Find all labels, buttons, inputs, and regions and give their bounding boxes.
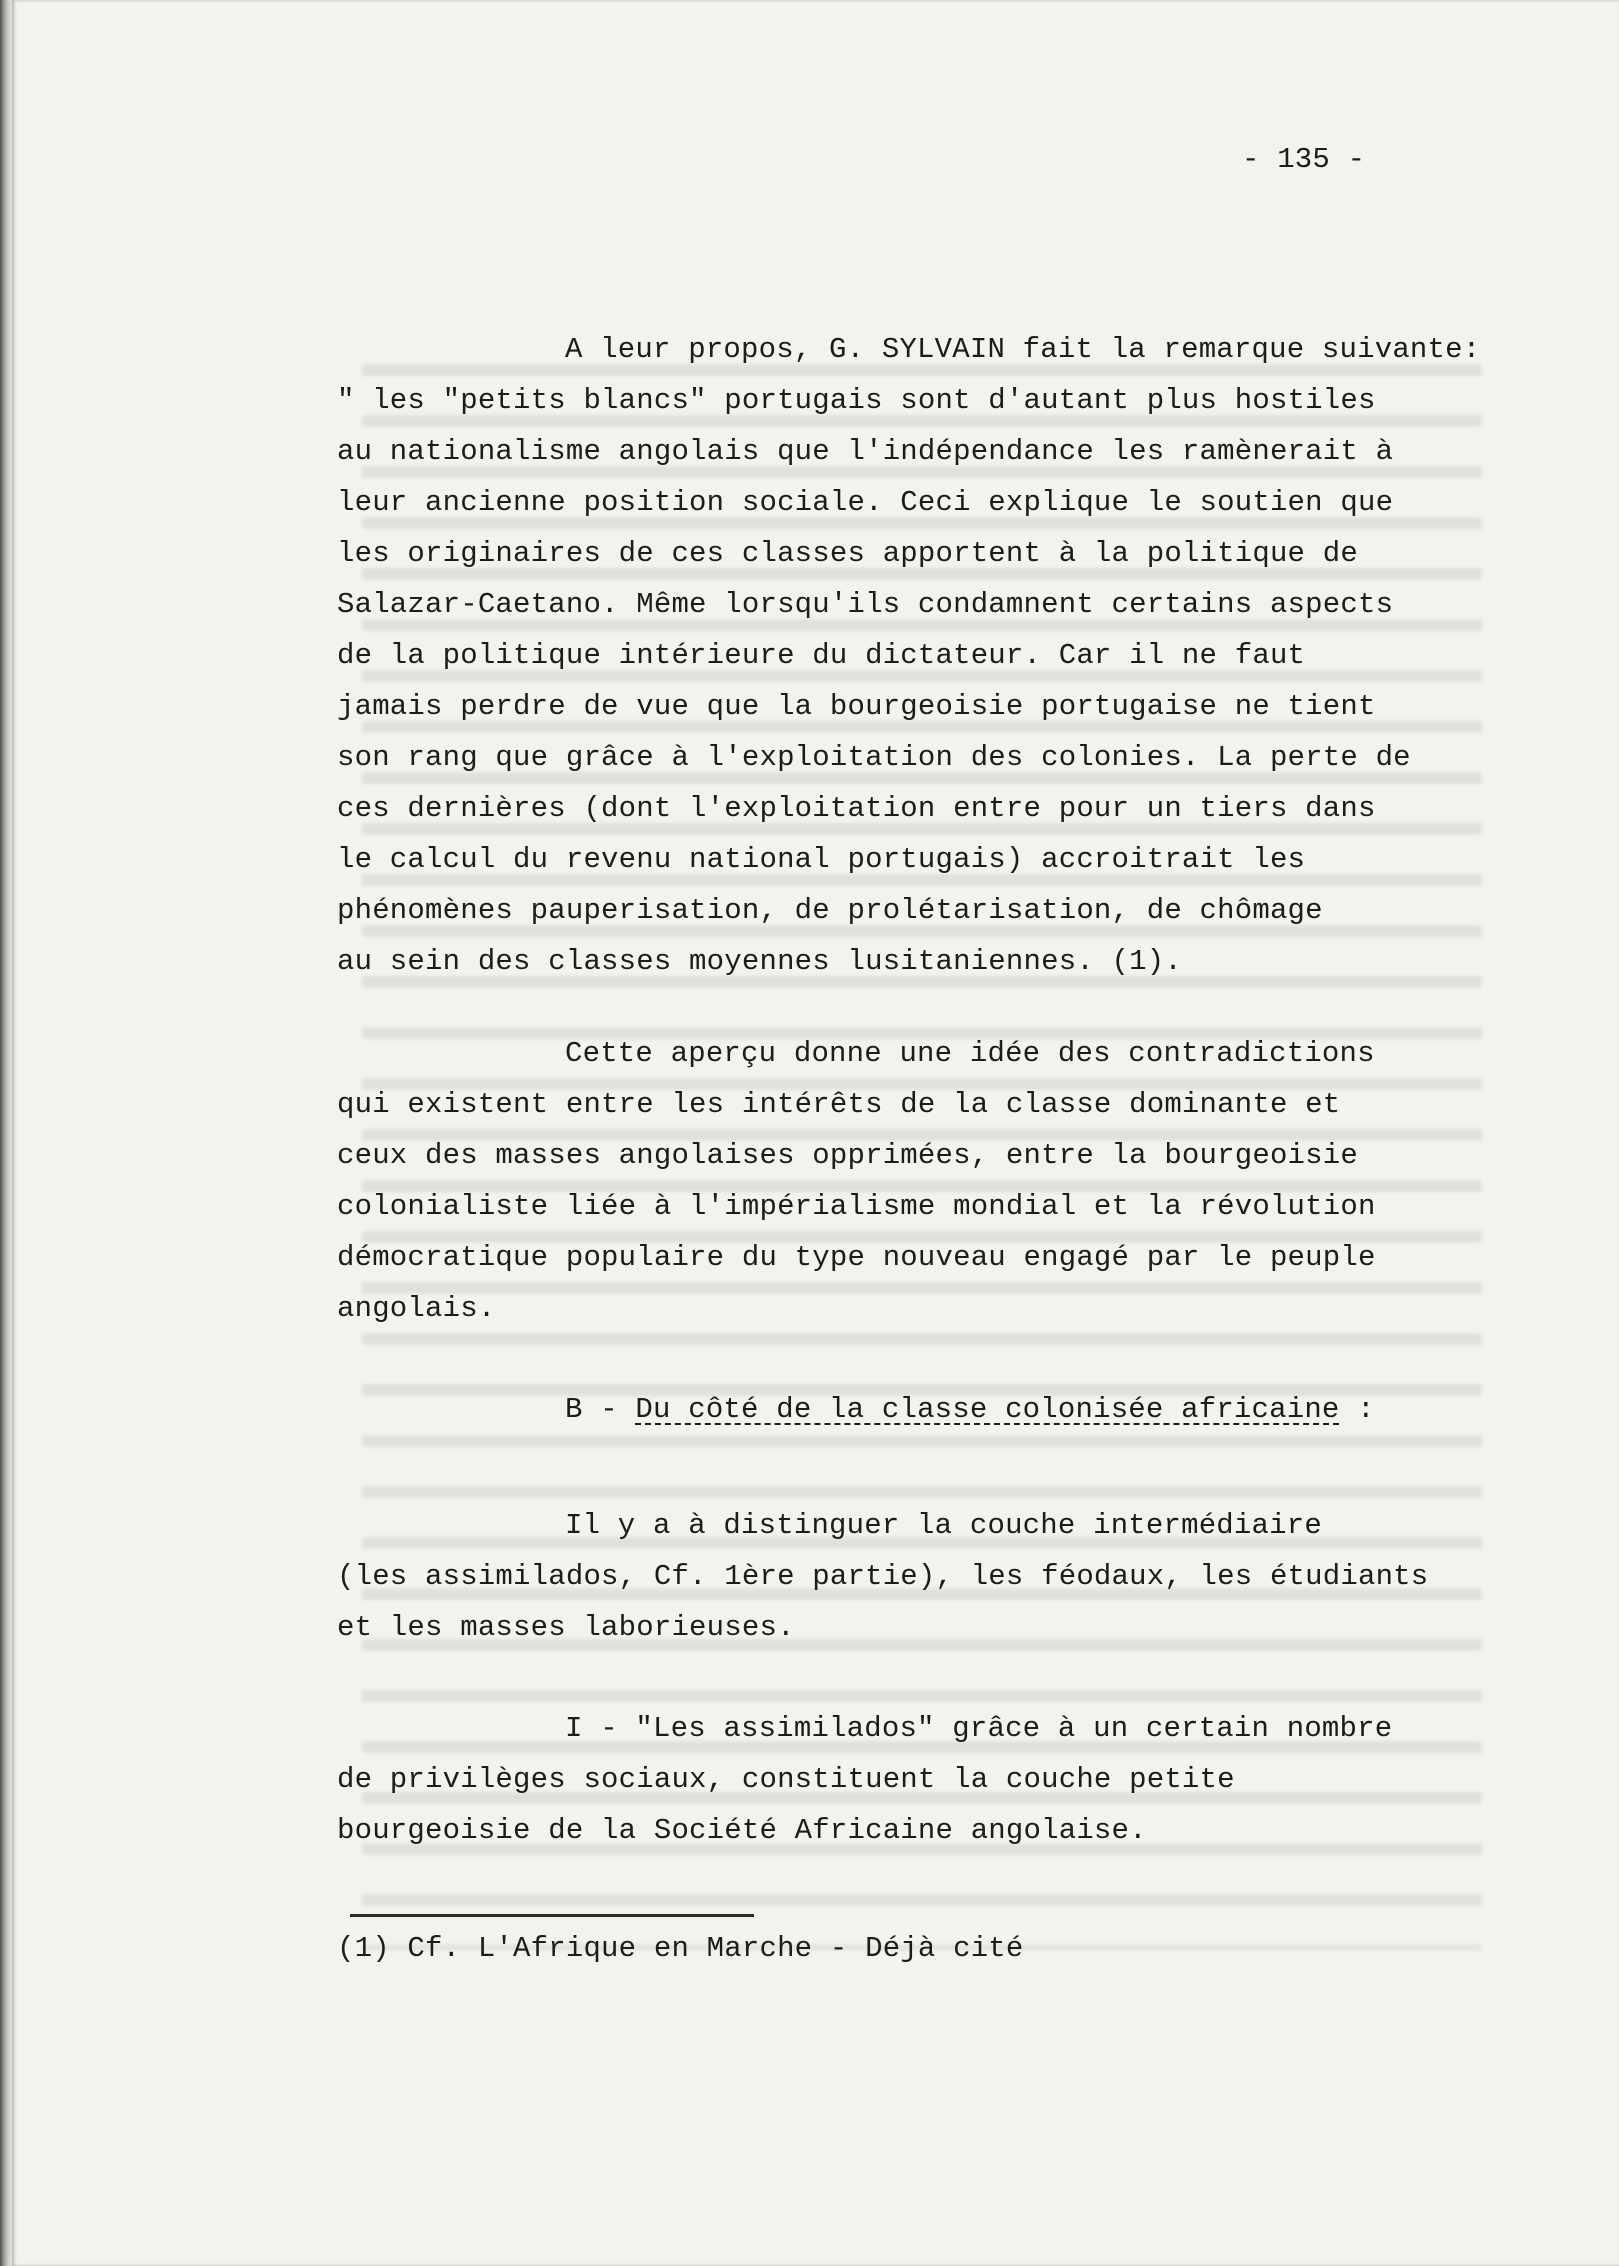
paragraph-4-line-2: de privilèges sociaux, constituent la couche petite (337, 1763, 1235, 1796)
paragraph-2-line-5: démocratique populaire du type nouveau engagé par le peuple (337, 1241, 1376, 1274)
document-page (12, 0, 1619, 2266)
paragraph-2-line-3: ceux des masses angolaises opprimées, entre la bourgeoisie (337, 1139, 1358, 1172)
paragraph-1-line-12: phénomènes pauperisation, de prolétarisation, de chômage (337, 894, 1323, 927)
paragraph-1-line-5: les originaires de ces classes apportent à la politique de (337, 537, 1358, 570)
paragraph-1-line-3: au nationalisme angolais que l'indépendance les ramènerait à (337, 435, 1394, 468)
section-heading-prefix: B - (565, 1393, 636, 1426)
paragraph-1-line-11: le calcul du revenu national portugais) accroitrait les (337, 843, 1306, 876)
paragraph-3-line-3: et les masses laborieuses. (337, 1611, 795, 1644)
paragraph-1-line-9: son rang que grâce à l'exploitation des colonies. La perte de (337, 741, 1411, 774)
paragraph-1-line-8: jamais perdre de vue que la bourgeoisie portugaise ne tient (337, 690, 1376, 723)
page-number: - 135 - (1242, 143, 1366, 176)
section-heading-title: Du côté de la classe colonisée africaine (635, 1393, 1340, 1426)
paragraph-2-line-4: colonialiste liée à l'impérialisme mondial et la révolution (337, 1190, 1376, 1223)
footnote-separator (350, 1914, 754, 1917)
paragraph-1-line-2: " les "petits blancs" portugais sont d'autant plus hostiles (337, 384, 1376, 417)
paragraph-1-line-13: au sein des classes moyennes lusitaniennes. (1). (337, 945, 1182, 978)
paragraph-4-line-3: bourgeoisie de la Société Africaine angolaise. (337, 1814, 1147, 1847)
paragraph-3-line-1: Il y a à distinguer la couche intermédiaire (565, 1509, 1322, 1542)
section-heading (565, 1393, 1375, 1427)
paragraph-1-line-1: A leur propos, G. SYLVAIN fait la remarque suivante: (565, 333, 1481, 366)
section-heading-suffix: : (1339, 1393, 1375, 1426)
paragraph-4-line-1: I - "Les assimilados" grâce à un certain nombre (565, 1712, 1393, 1745)
paragraph-2-line-6: angolais. (337, 1292, 496, 1325)
paragraph-2-line-2: qui existent entre les intérêts de la classe dominante et (337, 1088, 1341, 1121)
paragraph-1-line-6: Salazar-Caetano. Même lorsqu'ils condamnent certains aspects (337, 588, 1394, 621)
paragraph-1-line-7: de la politique intérieure du dictateur. Car il ne faut (337, 639, 1306, 672)
paragraph-3-line-2: (les assimilados, Cf. 1ère partie), les féodaux, les étudiants (337, 1560, 1429, 1593)
paragraph-1-line-10: ces dernières (dont l'exploitation entre pour un tiers dans (337, 792, 1376, 825)
paragraph-2-line-1: Cette aperçu donne une idée des contradictions (565, 1037, 1375, 1070)
paragraph-1-line-4: leur ancienne position sociale. Ceci explique le soutien que (337, 486, 1394, 519)
footnote: (1) Cf. L'Afrique en Marche - Déjà cité (337, 1932, 1024, 1965)
